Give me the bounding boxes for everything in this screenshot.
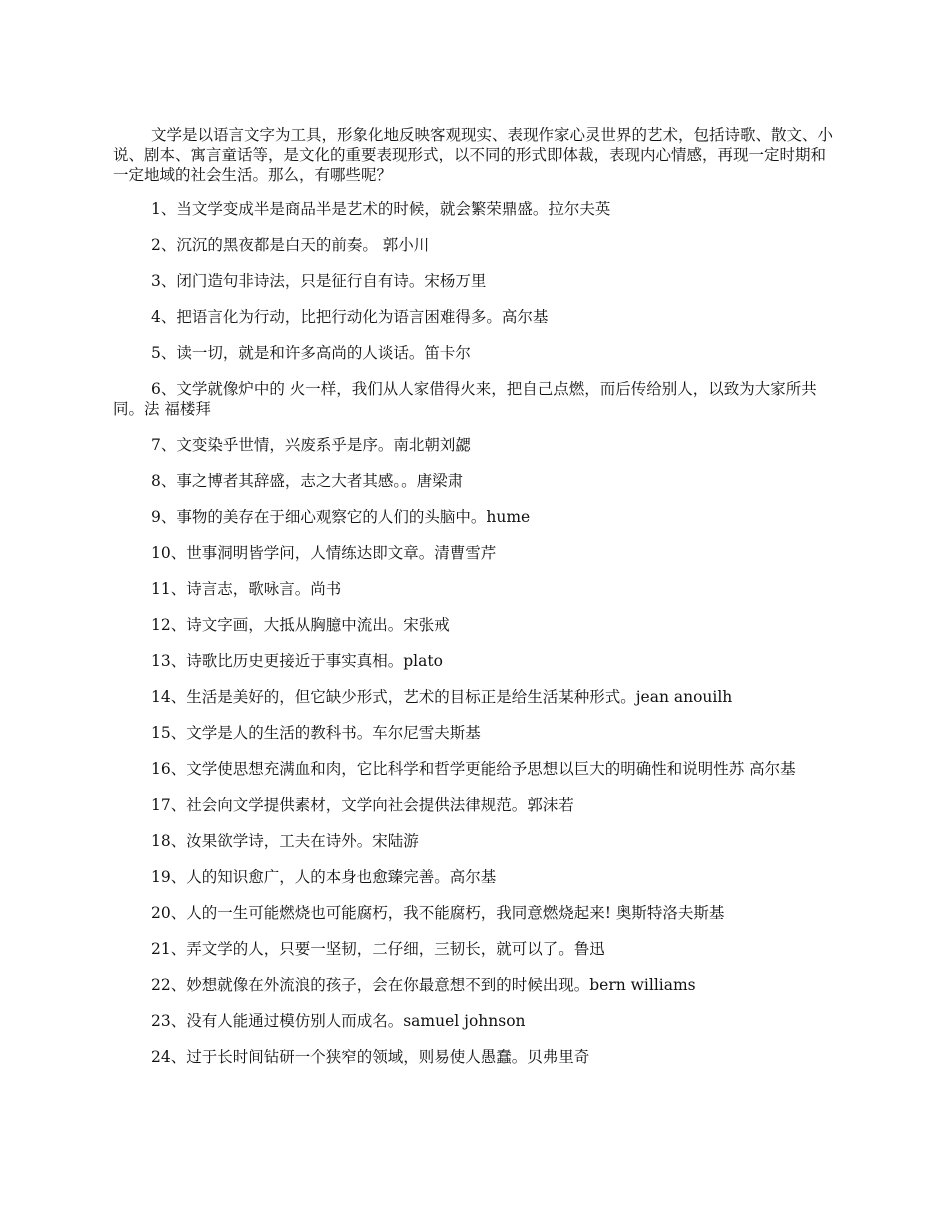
quote-item: 1、当文学变成半是商品半是艺术的时候，就会繁荣鼎盛。拉尔夫英 xyxy=(151,200,611,218)
quote-item: 10、世事洞明皆学问，人情练达即文章。清曹雪芹 xyxy=(151,544,497,562)
quote-list xyxy=(113,199,840,1067)
quote-item: 8、事之博者其辞盛，志之大者其感。。唐梁肃 xyxy=(151,472,464,490)
quote-item: 12、诗文字画，大抵从胸臆中流出。宋张戒 xyxy=(151,616,450,634)
intro-paragraph: 文学是以语言文字为工具，形象化地反映客观现实、表现作家心灵世界的艺术，包括诗歌、散文、小说、剧本、寓言童话等，是文化的重要表现形式，以不同的形式即体裁，表现内心情感，再现一定时期和一定地域的社会生活。那么，有哪些呢？ xyxy=(113,126,834,184)
quote-item: 24、过于长时间钻研一个狭窄的领域，则易使人愚蠢。贝弗里奇 xyxy=(151,1048,590,1066)
quote-item: 3、闭门造句非诗法，只是征行自有诗。宋杨万里 xyxy=(151,272,487,290)
quote-item: 18、汝果欲学诗，工夫在诗外。宋陆游 xyxy=(151,832,419,850)
quote-item: 21、弄文学的人，只要一坚韧，二仔细，三韧长，就可以了。鲁迅 xyxy=(151,940,605,958)
quote-item: 13、诗歌比历史更接近于事实真相。plato xyxy=(151,652,443,670)
quote-item: 2、沉沉的黑夜都是白天的前奏。 郭小川 xyxy=(151,236,430,254)
quote-item: 14、生活是美好的，但它缺少形式，艺术的目标正是给生活某种形式。jean anouilh xyxy=(151,688,733,706)
quote-item: 6、文学就像炉中的 火一样，我们从人家借得火来，把自己点燃，而后传给别人，以致为大家所共同。法 福楼拜 xyxy=(113,380,817,418)
quote-item: 15、文学是人的生活的教科书。车尔尼雪夫斯基 xyxy=(151,724,481,742)
quote-item: 9、事物的美存在于细心观察它的人们的头脑中。hume xyxy=(151,508,531,526)
quote-item: 16、文学使思想充满血和肉，它比科学和哲学更能给予思想以巨大的明确性和说明性苏 高尔基 xyxy=(151,760,796,778)
quote-item: 23、没有人能通过模仿别人而成名。samuel johnson xyxy=(151,1012,526,1030)
quote-item: 4、把语言化为行动，比把行动化为语言困难得多。高尔基 xyxy=(151,308,549,326)
quote-item: 20、人的一生可能燃烧也可能腐朽，我不能腐朽，我同意燃烧起来! 奥斯特洛夫斯基 xyxy=(151,904,725,922)
quote-item: 7、文变染乎世情，兴废系乎是序。南北朝刘勰 xyxy=(151,436,471,454)
document-page xyxy=(113,125,840,1083)
quote-item: 19、人的知识愈广，人的本身也愈臻完善。高尔基 xyxy=(151,868,497,886)
quote-item: 11、诗言志，歌咏言。尚书 xyxy=(151,580,342,598)
quote-item: 5、读一切，就是和许多高尚的人谈话。笛卡尔 xyxy=(151,344,471,362)
quote-item: 17、社会向文学提供素材，文学向社会提供法律规范。郭沫若 xyxy=(151,796,574,814)
quote-item: 22、妙想就像在外流浪的孩子，会在你最意想不到的时候出现。bern williams xyxy=(151,976,696,994)
